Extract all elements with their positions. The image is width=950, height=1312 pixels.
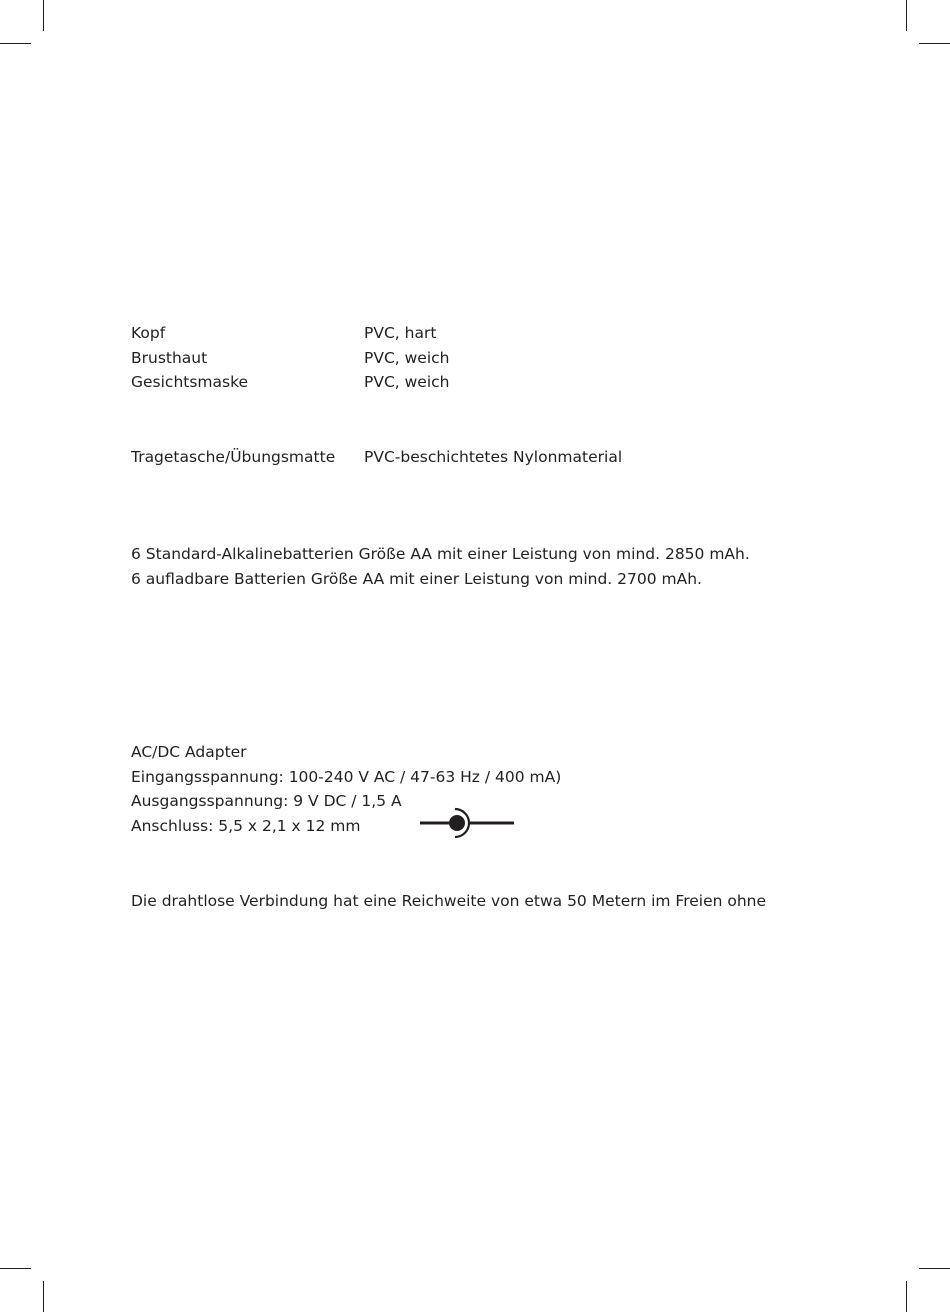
battery-line: 6 Standard-Alkalinebatterien Größe AA mit einer Leistung von mind. 2850 mAh. [131, 545, 750, 563]
materials-table [131, 321, 651, 395]
bag-material: PVC-beschichtetes Nylonmaterial [364, 448, 623, 466]
materials-row [131, 321, 651, 346]
crop-mark-bottom-right-horizontal [919, 1268, 950, 1269]
wireless-text: Die drahtlose Verbindung hat eine Reichweite von etwa 50 Metern im Freien ohne [131, 892, 767, 910]
material-value: PVC, weich [364, 373, 450, 392]
material-part: Brusthaut [131, 348, 208, 367]
battery-info [131, 542, 750, 591]
crop-mark-bottom-right-vertical [906, 1281, 907, 1312]
crop-mark-bottom-left-horizontal [0, 1268, 31, 1269]
crop-mark-top-left-vertical [43, 0, 44, 31]
adapter-input: Eingangsspannung: 100-240 V AC / 47-63 Hz / 400 mA) [131, 767, 562, 786]
wireless-info [131, 889, 766, 914]
bag-row [131, 445, 691, 470]
battery-line: 6 aufladbare Batterien Größe AA mit einer Leistung von mind. 2700 mAh. [131, 569, 702, 588]
material-value: PVC, hart [364, 324, 437, 342]
dc-plug-polarity-icon [420, 805, 516, 841]
materials-row [131, 370, 651, 395]
crop-mark-bottom-left-vertical [43, 1281, 44, 1312]
adapter-title: AC/DC Adapter [131, 743, 247, 761]
bag-part: Tragetasche/Übungsmatte [131, 448, 336, 466]
material-value: PVC, weich [364, 348, 450, 367]
crop-mark-top-right-horizontal [919, 43, 950, 44]
crop-mark-top-right-vertical [906, 0, 907, 31]
bag-table [131, 445, 691, 470]
adapter-output: Ausgangsspannung: 9 V DC / 1,5 A [131, 792, 402, 811]
material-part: Kopf [131, 324, 166, 342]
adapter-connector: Anschluss: 5,5 x 2,1 x 12 mm [131, 816, 361, 835]
material-part: Gesichtsmaske [131, 373, 249, 392]
crop-mark-top-left-horizontal [0, 43, 31, 44]
materials-row [131, 346, 651, 371]
